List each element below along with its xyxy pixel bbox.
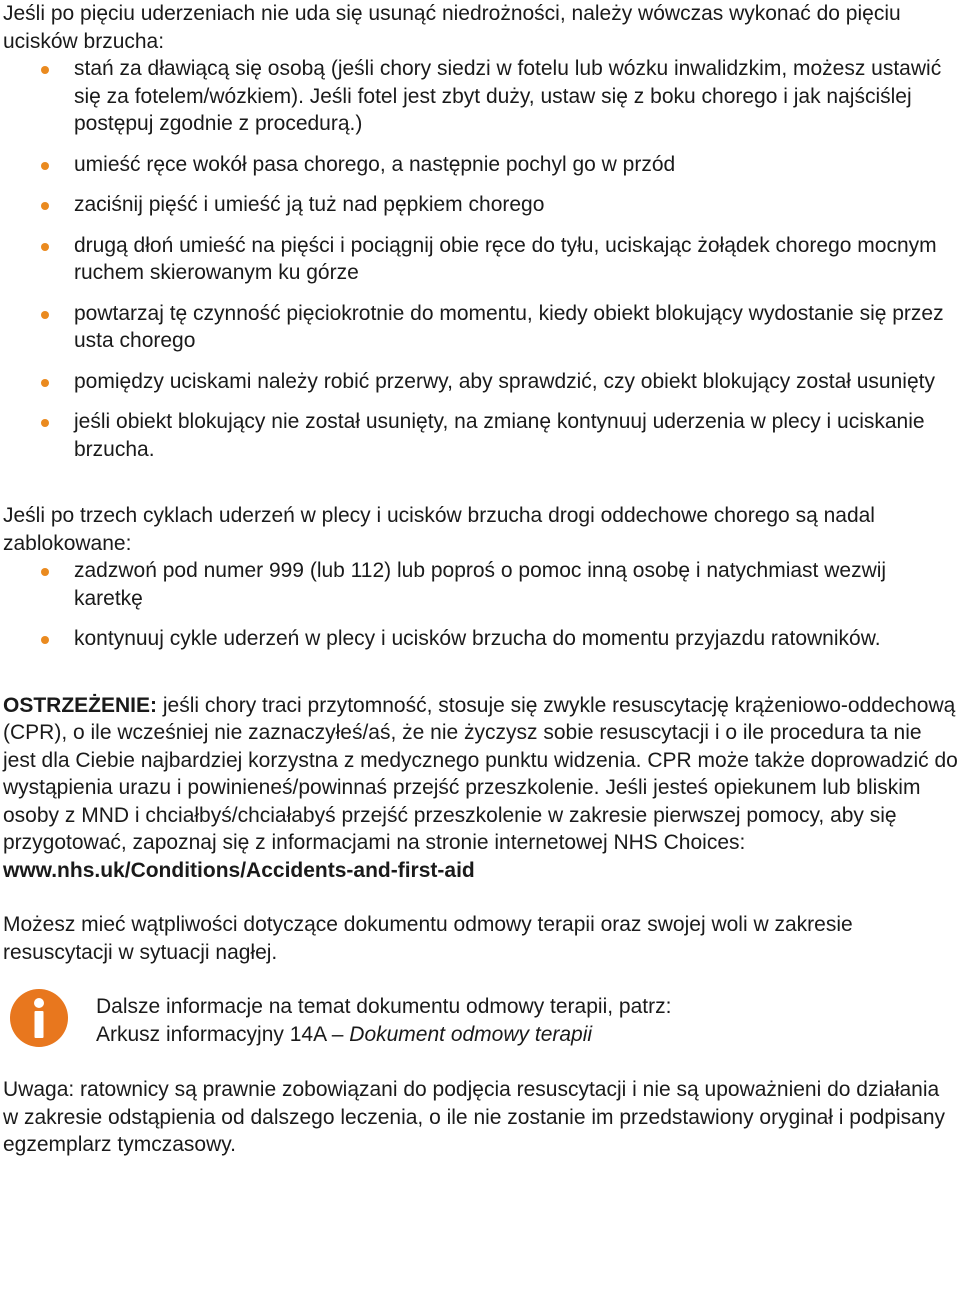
bullet-icon bbox=[41, 311, 49, 319]
bullet-icon bbox=[41, 243, 49, 251]
list-item: stań za dławiącą się osobą (jeśli chory siedzi w fotelu lub wózku inwalidzkim, możesz ustawić się za fotelem/wózkiem). Jeśli fotel jest zbyt duży, ustaw się z boku chorego i jak najściślej postępuj zgodnie z procedurą.) bbox=[3, 55, 960, 138]
bullet-icon bbox=[41, 202, 49, 210]
nhs-link[interactable]: www.nhs.uk/Conditions/Accidents-and-first-aid bbox=[3, 858, 475, 882]
list-item: powtarzaj tę czynność pięciokrotnie do momentu, kiedy obiekt blokujący wydostanie się przez usta chorego bbox=[3, 300, 960, 355]
bullet-icon bbox=[41, 568, 49, 576]
bullet-icon bbox=[41, 66, 49, 74]
list-item: drugą dłoń umieść na pięści i pociągnij obie ręce do tyłu, uciskając żołądek chorego mocnym ruchem skierowanym ku górze bbox=[3, 232, 960, 287]
intro-paragraph: Jeśli po pięciu uderzeniach nie uda się usunąć niedrożności, należy wówczas wykonać do pięciu ucisków brzucha: bbox=[3, 2, 901, 53]
list-item: pomiędzy uciskami należy robić przerwy, aby sprawdzić, czy obiekt blokujący został usunięty bbox=[3, 368, 960, 396]
info-icon bbox=[10, 989, 68, 1047]
info-callout bbox=[3, 993, 960, 1049]
note-paragraph: Uwaga: ratownicy są prawnie zobowiązani do podjęcia resuscytacji i nie są upoważnieni do działania w zakresie odstąpienia od dalszego leczenia, o ile nie zostanie im przedstawiony oryginał i podpisany egzemplarz tymczasowy. bbox=[3, 1078, 946, 1156]
warning-body: jeśli chory traci przytomność, stosuje się zwykle resuscytację krążeniowo-oddechową (CPR), o ile wcześniej nie zaznaczyłeś/aś, że nie życzysz sobie resuscytacji i o ile procedura ta nie jest dla Ciebie najbardziej korzystna z medycznego punktu widzenia. CPR może także doprowadzić do wystąpienia urazu i powinieneś/powinnaś przejść przeszkolenie. Jeśli jesteś opiekunem lub bliskim osoby z MND i chciałbyś/chciałabyś przejść przeszkolenie w zakresie pierwszej pomocy, aby się przygotować, zapoznaj się z informacjami na stronie internetowej NHS Choices: bbox=[3, 693, 958, 854]
warning-paragraph bbox=[3, 692, 960, 885]
info-line-1: Dalsze informacje na temat dokumentu odmowy terapii, patrz: bbox=[96, 995, 672, 1018]
list-item: zadzwoń pod numer 999 (lub 112) lub poproś o pomoc inną osobę i natychmiast wezwij karetkę bbox=[3, 557, 960, 612]
list-item: jeśli obiekt blokujący nie został usunięty, na zmianę kontynuuj uderzenia w plecy i uciskanie brzucha. bbox=[3, 408, 960, 463]
list-item: umieść ręce wokół pasa chorego, a następnie pochyl go w przód bbox=[3, 151, 960, 179]
list-item: kontynuuj cykle uderzeń w plecy i ucisków brzucha do momentu przyjazdu ratowników. bbox=[3, 625, 960, 653]
emergency-steps bbox=[3, 557, 960, 653]
bullet-icon bbox=[41, 162, 49, 170]
warning-label: OSTRZEŻENIE: bbox=[3, 693, 158, 717]
doubts-paragraph: Możesz mieć wątpliwości dotyczące dokumentu odmowy terapii oraz swojej woli w zakresie resuscytacji w sytuacji nagłej. bbox=[3, 913, 853, 964]
bullet-icon bbox=[41, 419, 49, 427]
info-line-2: Arkusz informacyjny 14A – Dokument odmowy terapii bbox=[96, 1022, 593, 1046]
bullet-icon bbox=[41, 379, 49, 387]
list-item: zaciśnij pięść i umieść ją tuż nad pępkiem chorego bbox=[3, 191, 960, 219]
abdominal-thrust-steps bbox=[3, 55, 960, 463]
info-document-title: Dokument odmowy terapii bbox=[349, 1022, 593, 1046]
bullet-icon bbox=[41, 636, 49, 644]
cycles-paragraph: Jeśli po trzech cyklach uderzeń w plecy i ucisków brzucha drogi oddechowe chorego są nadal zablokowane: bbox=[3, 504, 875, 555]
